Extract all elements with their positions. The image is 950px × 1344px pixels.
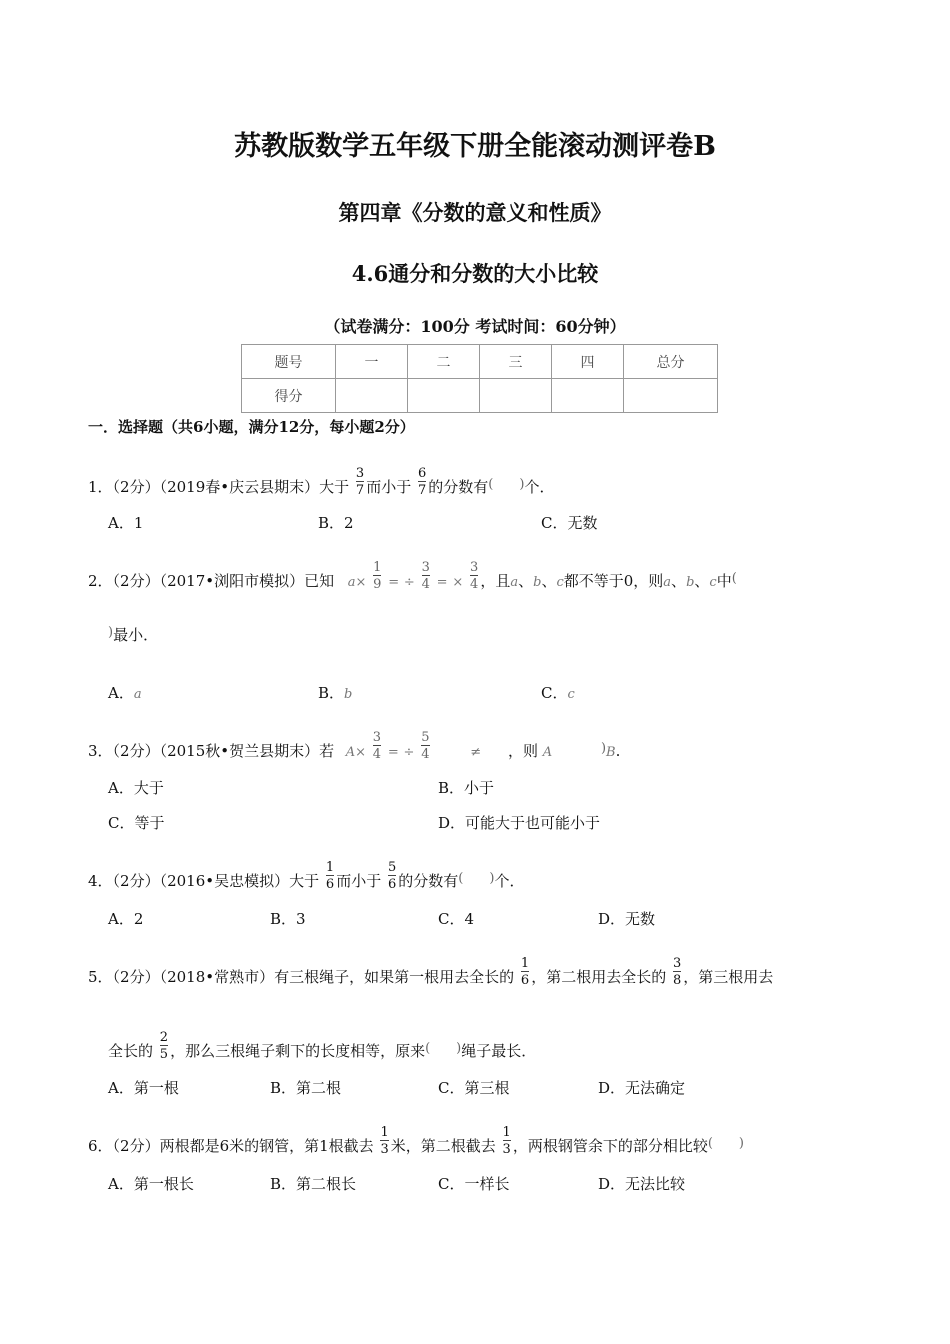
math-operator: × [355,745,366,760]
answer-blank[interactable]: ( ) [425,1041,462,1056]
document-title: 苏教版数学五年级下册全能滚动测评卷B [234,131,716,162]
variable-c: c [556,575,564,590]
denominator: 3 [380,1142,389,1157]
question-1 [88,466,555,504]
variable-A: A [542,745,553,760]
question-text: ，那么三根绳子剩下的长度相等，原来 [170,1042,426,1060]
question-2-continued [108,624,158,645]
question-text: 个． [494,872,525,890]
score-table [241,344,718,413]
math-operator: = [387,745,399,760]
math-operator: ÷ [403,575,415,590]
answer-blank-close[interactable]: ) [108,625,114,640]
fraction [418,466,426,498]
table-cell: 一 [336,345,408,379]
option-b[interactable] [318,682,352,703]
variable-c: c [709,575,717,590]
question-2 [88,560,737,598]
option-c[interactable]: C．4 [438,910,475,928]
denominator: 3 [502,1142,511,1157]
chapter-title: 第四章《分数的意义和性质》 [338,200,612,225]
question-number: 4． [88,872,113,890]
fraction [422,560,430,592]
question-text: 若 [319,742,335,760]
numerator: 6 [418,466,427,481]
table-cell: 得分 [242,379,336,413]
question-number: 2． [88,572,113,590]
option-d[interactable]: D．无数 [598,910,656,928]
question-text: 米，第二根截去 [390,1137,496,1155]
fraction [373,730,381,762]
fraction [326,860,334,892]
question-3 [88,730,621,768]
table-cell[interactable] [408,379,480,413]
variable-c: c [567,687,575,702]
option-c[interactable] [541,682,575,703]
variable-B: B [606,745,616,760]
question-text: 绳子最长． [461,1042,537,1060]
question-text: ，且 [480,572,511,590]
question-text: ，则 [507,742,538,760]
fraction [388,860,396,892]
numerator: 1 [380,1125,389,1140]
question-score: （2分） [112,968,160,986]
fraction [470,560,478,592]
question-number: 5． [88,968,113,986]
answer-blank-close[interactable]: ) [600,741,607,756]
numerator: 3 [673,956,682,971]
table-cell[interactable] [624,379,718,413]
denominator: 6 [388,877,397,892]
question-text: 两根都是6米的钢管，第1根截去 [159,1137,374,1155]
fraction [521,956,529,988]
numerator: 3 [421,560,430,575]
denominator: 6 [325,877,335,892]
fraction [380,1125,388,1157]
question-5-continued [108,1030,537,1068]
numerator: 3 [470,560,479,575]
question-text: . [615,742,621,760]
denominator: 4 [421,577,430,592]
numerator: 1 [502,1125,511,1140]
table-cell[interactable] [552,379,624,413]
option-d[interactable]: D．无法确定 [598,1079,686,1097]
variable-a: a [510,575,519,590]
question-text: 全长的 [108,1042,154,1060]
numerator: 1 [373,560,382,575]
numerator: 3 [355,466,365,481]
table-cell: 四 [552,345,624,379]
question-score: （2分） [112,872,160,890]
option-b[interactable]: B．小于 [438,779,495,797]
option-a[interactable]: A．大于 [108,779,164,797]
numerator: 5 [421,730,430,745]
math-operator: × [452,575,464,590]
option-c[interactable]: C．等于 [108,814,165,832]
question-5 [88,956,774,994]
fraction [373,560,381,592]
variable-a: a [347,575,356,590]
option-b[interactable]: B．3 [270,910,306,928]
option-b[interactable]: B．2 [318,514,354,532]
variable-A: A [345,745,356,760]
option-a[interactable]: A．第一根 [108,1079,179,1097]
answer-blank[interactable]: ( ) [488,477,525,492]
denominator: 4 [470,577,479,592]
table-cell[interactable] [480,379,552,413]
section-heading: 一．选择题（共6小题，满分12分，每小题2分） [88,418,415,436]
question-text: 个． [524,478,555,496]
option-d[interactable]: D．无法比较 [598,1175,686,1193]
denominator: 5 [159,1047,169,1062]
question-text: 而小于 [336,872,382,890]
separator: 、 [518,572,534,590]
table-row [242,379,718,413]
math-operator: ÷ [403,745,415,760]
question-number: 1． [88,478,113,496]
numerator: 5 [388,860,397,875]
option-d[interactable]: D．可能大于也可能小于 [438,814,601,832]
question-text: 中 [716,572,732,590]
question-6 [88,1125,744,1163]
option-a[interactable]: A．2 [108,910,144,928]
question-text: 的分数有 [428,478,489,496]
question-text: ，第三根用去 [683,968,774,986]
math-operator: = [388,575,400,590]
table-cell: 总分 [624,345,718,379]
answer-blank-open[interactable]: ( [731,571,737,586]
option-label: B． [318,684,345,702]
question-number: 3． [88,742,113,760]
denominator: 9 [373,577,382,592]
separator: 、 [541,572,557,590]
table-row [242,345,718,379]
option-c[interactable]: C．一样长 [438,1175,510,1193]
question-text: 的分数有 [398,872,459,890]
math-operator: = [436,575,448,590]
question-source: （2019春•庆云县期末） [159,478,320,496]
denominator: 4 [421,747,430,762]
question-text: 大于 [289,872,320,890]
math-operator: × [355,575,367,590]
option-label: A． [108,684,134,702]
question-text: 而小于 [366,478,412,496]
fraction [356,466,364,498]
option-a[interactable]: A．1 [108,514,144,532]
denominator: 7 [355,483,365,498]
fraction [160,1030,168,1062]
numerator: 2 [159,1030,169,1045]
option-a[interactable] [108,682,142,703]
table-cell: 三 [480,345,552,379]
question-text: 有三根绳子，如果第一根用去全长的 [274,968,515,986]
variable-b: b [533,575,542,590]
question-4 [88,860,525,898]
question-text: 已知 [304,572,335,590]
question-text: 大于 [319,478,350,496]
fraction [673,956,681,988]
option-c[interactable]: C．无数 [541,514,598,532]
denominator: 6 [520,973,530,988]
question-text: ，第二根用去全长的 [531,968,667,986]
option-label: C． [541,684,568,702]
question-source: （2017•浏阳市模拟） [159,572,305,590]
question-source: （2016•吴忠模拟） [159,872,290,890]
answer-blank[interactable]: ( ) [458,871,495,886]
question-score: （2分） [112,742,160,760]
separator: 、 [671,572,687,590]
option-a[interactable]: A．第一根长 [108,1175,194,1193]
variable-b: b [686,575,695,590]
separator: 、 [694,572,710,590]
table-cell[interactable] [336,379,408,413]
question-text: ，两根钢管余下的部分相比较 [512,1137,708,1155]
question-score: （2分） [112,478,160,496]
fraction [421,730,429,762]
fraction [503,1125,511,1157]
table-cell: 题号 [242,345,336,379]
variable-a: a [663,575,672,590]
denominator: 4 [372,747,382,762]
numerator: 1 [520,956,530,971]
numerator: 1 [325,860,335,875]
math-operator: ≠ [470,745,482,760]
numerator: 3 [372,730,382,745]
denominator: 8 [673,973,682,988]
answer-blank[interactable]: ( ) [707,1136,744,1151]
exam-info: （试卷满分：100分 考试时间：60分钟） [324,317,626,336]
variable-b: b [344,687,353,702]
denominator: 7 [418,483,427,498]
question-source: （2015秋•贺兰县期末） [159,742,320,760]
question-text: 最小． [113,626,159,644]
table-cell: 二 [408,345,480,379]
section-title: 4.6通分和分数的大小比较 [351,261,599,286]
option-b[interactable]: B．第二根长 [270,1175,357,1193]
question-score: （2分） [112,1137,160,1155]
option-c[interactable]: C．第三根 [438,1079,510,1097]
question-score: （2分） [112,572,160,590]
option-b[interactable]: B．第二根 [270,1079,342,1097]
variable-a: a [133,687,142,702]
question-number: 6． [88,1137,113,1155]
question-source: （2018•常熟市） [159,968,275,986]
question-text: 都不等于0，则 [563,572,664,590]
